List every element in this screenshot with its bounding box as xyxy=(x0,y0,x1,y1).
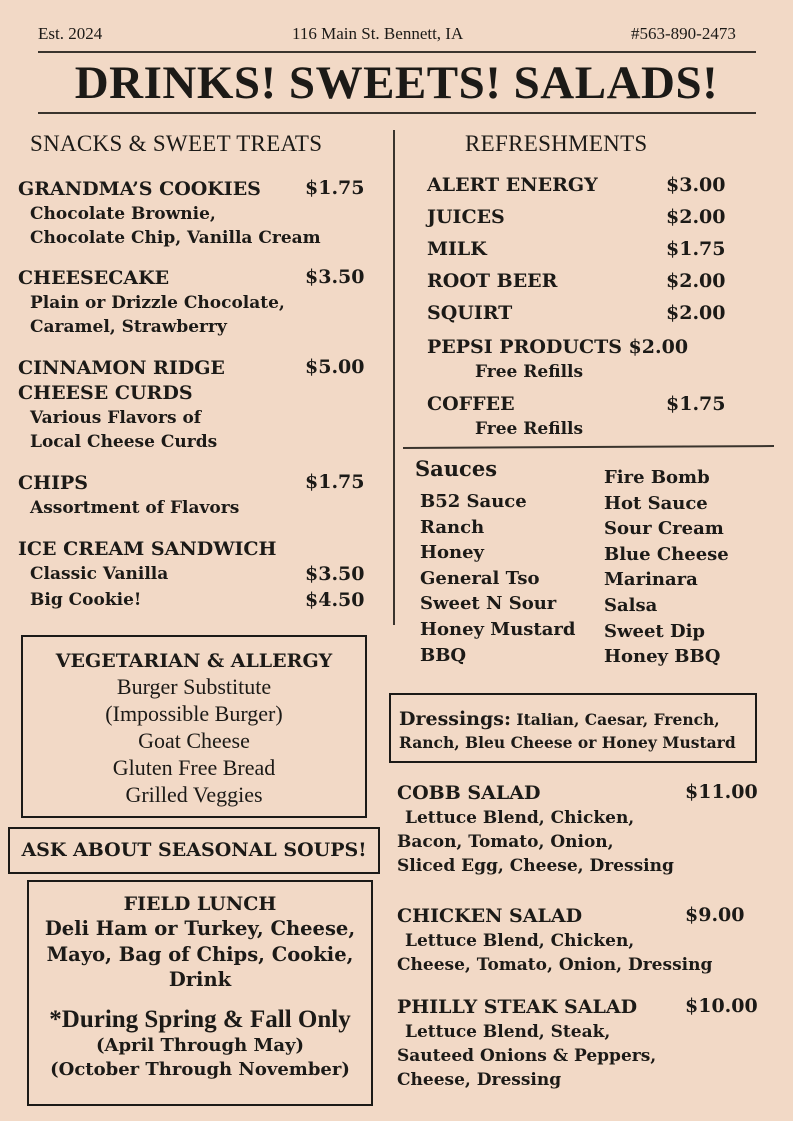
refreshments-heading: REFRESHMENTS xyxy=(465,131,648,156)
salad-name: PHILLY STEAK SALAD xyxy=(397,996,638,1018)
dressings-line-1: Italian, Caesar, French, xyxy=(511,710,720,729)
drink-name: SQUIRT xyxy=(427,302,513,324)
item-name: CHEESECAKE xyxy=(18,267,170,289)
sauce-item: Ranch xyxy=(420,516,485,538)
item-price: $5.00 xyxy=(305,356,365,378)
sauce-item: Hot Sauce xyxy=(604,492,708,514)
sauce-item: Salsa xyxy=(604,594,658,616)
drink-name: ALERT ENERGY xyxy=(427,174,598,196)
dressings-line-2: Ranch, Bleu Cheese or Honey Mustard xyxy=(399,733,736,752)
item-price: $3.50 xyxy=(305,266,365,288)
salad-desc-line: Cheese, Dressing xyxy=(397,1070,562,1090)
item-option xyxy=(30,587,378,613)
drink-name: COFFEE xyxy=(427,393,515,415)
item-name: CINNAMON RIDGE xyxy=(18,357,225,379)
item-price: $1.75 xyxy=(305,177,365,199)
item-option xyxy=(30,561,378,587)
vegetarian-line: Grilled Veggies xyxy=(125,782,263,807)
drink-name: MILK xyxy=(427,238,487,260)
item-name: GRANDMA’S COOKIES xyxy=(18,178,261,200)
salad-philly-steak xyxy=(397,995,777,1092)
field-lunch-line: Drink xyxy=(168,968,232,991)
salad-desc-line: Sauteed Onions & Peppers, xyxy=(397,1046,657,1066)
salad-desc-line: Lettuce Blend, Chicken, xyxy=(405,931,635,951)
sauces-right-column xyxy=(604,465,729,670)
salad-desc-line: Lettuce Blend, Chicken, xyxy=(405,808,635,828)
field-lunch-dates: (April Through May) xyxy=(95,1034,305,1056)
vegetarian-line: Goat Cheese xyxy=(138,728,250,753)
sauce-item: Marinara xyxy=(604,569,698,591)
salad-desc-line: Bacon, Tomato, Onion, xyxy=(397,832,614,852)
drink-price: $2.00 xyxy=(666,206,726,228)
field-lunch-note: *During Spring & Fall Only xyxy=(49,1005,351,1033)
drink-name: PEPSI PRODUCTS $2.00 xyxy=(427,336,689,358)
item-name: CHIPS xyxy=(18,472,88,494)
sauce-item: Honey xyxy=(420,542,485,564)
item-name: ICE CREAM SANDWICH xyxy=(18,538,277,560)
page-title: DRINKS! SWEETS! SALADS! xyxy=(74,57,719,109)
sauce-item: B52 Sauce xyxy=(420,491,527,512)
option-label: Big Cookie! xyxy=(30,590,142,610)
drink-name: JUICES xyxy=(427,206,505,228)
vegetarian-line: Burger Substitute xyxy=(116,674,272,699)
salad-name: CHICKEN SALAD xyxy=(397,905,583,927)
sauce-item: General Tso xyxy=(420,567,540,589)
menu-item-cheesecake xyxy=(18,266,378,339)
salad-desc-line: Sliced Egg, Cheese, Dressing xyxy=(397,856,674,876)
item-desc-line: Chocolate Brownie, xyxy=(30,204,216,224)
drink-price: $1.75 xyxy=(666,238,726,260)
option-price: $4.50 xyxy=(305,589,365,611)
item-desc-line: Local Cheese Curds xyxy=(30,432,218,452)
item-price: $1.75 xyxy=(305,471,365,493)
item-desc-line: Plain or Drizzle Chocolate, xyxy=(30,293,285,313)
sauce-item: Honey Mustard xyxy=(420,618,576,640)
menu-item-chips xyxy=(18,471,378,520)
salad-price: $9.00 xyxy=(685,904,745,926)
seasonal-soups-box xyxy=(8,827,380,874)
dressings-label: Dressings: xyxy=(399,708,511,730)
salad-chicken xyxy=(397,904,777,977)
drink-note: Free Refills xyxy=(475,362,584,382)
phone-number: #563-890-2473 xyxy=(631,24,736,43)
option-label: Classic Vanilla xyxy=(30,564,169,584)
sauce-item: Blue Cheese xyxy=(604,543,729,565)
drink-price: $2.00 xyxy=(666,302,726,324)
item-desc-line: Caramel, Strawberry xyxy=(30,317,227,337)
drink-price: $2.00 xyxy=(666,270,726,292)
salad-desc-line: Lettuce Blend, Steak, xyxy=(405,1022,611,1042)
drink-note: Free Refills xyxy=(475,419,584,439)
drink-price: $3.00 xyxy=(666,174,726,196)
item-name: CHEESE CURDS xyxy=(18,382,193,404)
sauces-left-column xyxy=(420,489,575,668)
seasonal-soups-text: ASK ABOUT SEASONAL SOUPS! xyxy=(21,839,367,861)
menu-item-cookies xyxy=(18,177,378,250)
sauce-item: Honey BBQ xyxy=(604,646,721,668)
field-lunch-line: Mayo, Bag of Chips, Cookie, xyxy=(46,942,354,966)
address: 116 Main St. Bennett, IA xyxy=(292,24,464,43)
sauce-item: Sweet Dip xyxy=(604,620,706,642)
item-desc-line: Chocolate Chip, Vanilla Cream xyxy=(30,228,321,248)
vegetarian-heading: VEGETARIAN & ALLERGY xyxy=(55,650,333,672)
established-year: Est. 2024 xyxy=(38,24,103,43)
item-desc-line: Various Flavors of xyxy=(30,408,202,428)
sauces-heading: Sauces xyxy=(415,456,498,481)
salad-cobb xyxy=(397,781,777,878)
field-lunch-dates: (October Through November) xyxy=(50,1058,350,1080)
item-desc-line: Assortment of Flavors xyxy=(30,498,240,518)
refreshments-rule xyxy=(403,445,774,449)
salad-price: $10.00 xyxy=(685,995,758,1017)
sauce-item: Sour Cream xyxy=(604,518,724,540)
header-top-rule xyxy=(38,51,756,53)
vegetarian-allergy-box xyxy=(21,635,367,818)
drink-price: $1.75 xyxy=(666,393,726,415)
vegetarian-line: (Impossible Burger) xyxy=(105,701,283,726)
salad-desc-line: Cheese, Tomato, Onion, Dressing xyxy=(397,955,713,975)
dressings-box xyxy=(389,693,757,763)
field-lunch-heading: FIELD LUNCH xyxy=(123,893,277,915)
vegetarian-line: Gluten Free Bread xyxy=(112,755,276,780)
salad-price: $11.00 xyxy=(685,781,758,803)
sauce-item: BBQ xyxy=(420,644,467,666)
menu-item-cheese-curds xyxy=(18,356,378,454)
salad-name: COBB SALAD xyxy=(397,782,541,804)
menu-item-ice-cream-sandwich xyxy=(18,537,378,613)
column-divider xyxy=(393,130,395,625)
sauce-item: Sweet N Sour xyxy=(420,593,557,615)
field-lunch-line: Deli Ham or Turkey, Cheese, xyxy=(44,917,356,940)
header-bottom-rule xyxy=(38,112,756,114)
snacks-heading: SNACKS & SWEET TREATS xyxy=(30,131,323,156)
field-lunch-box xyxy=(27,880,373,1106)
sauce-item: Fire Bomb xyxy=(604,467,710,488)
option-price: $3.50 xyxy=(305,563,365,585)
drink-name: ROOT BEER xyxy=(427,270,558,292)
